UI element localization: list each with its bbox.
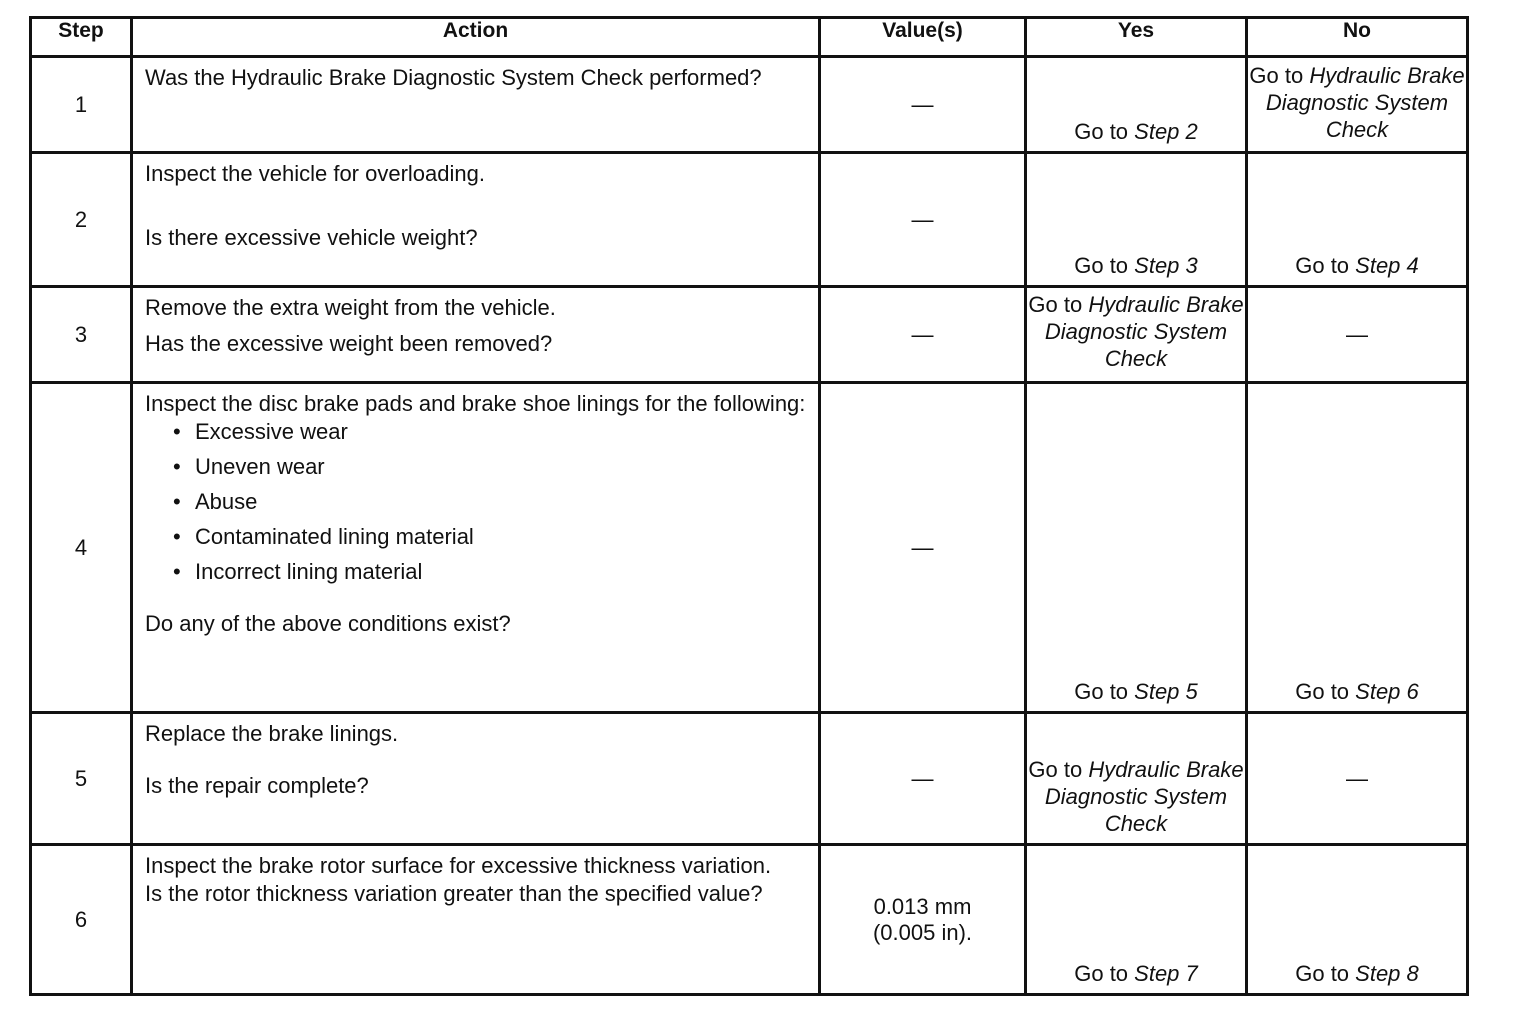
- header-action: Action: [132, 18, 820, 57]
- list-item: • Incorrect lining material: [195, 558, 806, 586]
- no-cell: [1247, 845, 1468, 995]
- value-cell: [820, 845, 1026, 995]
- value-cell: [820, 383, 1026, 713]
- yes-cell: [1026, 287, 1247, 383]
- value-text: —: [911, 534, 934, 560]
- action-cell: [132, 153, 820, 287]
- action-text: Inspect the disc brake pads and brake shoe linings for the following:: [145, 391, 806, 416]
- yes-cell: [1026, 845, 1247, 995]
- step-number: 4: [31, 383, 132, 713]
- value-cell: [820, 57, 1026, 153]
- yes-cell: [1026, 713, 1247, 845]
- goto-prefix: Go to: [1074, 253, 1135, 278]
- no-cell: [1247, 287, 1468, 383]
- goto-target[interactable]: Hydraulic Brake Diagnostic System Check: [1044, 292, 1244, 371]
- action-text: Remove the extra weight from the vehicle.: [145, 295, 556, 320]
- step-number: 6: [31, 845, 132, 995]
- action-cell: [132, 845, 820, 995]
- goto-target[interactable]: Hydraulic Brake Diagnostic System Check: [1265, 63, 1465, 142]
- action-text: Inspect the brake rotor surface for excessive thickness variation.: [145, 853, 772, 878]
- goto-target[interactable]: Hydraulic Brake Diagnostic System Check: [1044, 757, 1244, 836]
- yes-cell: [1026, 57, 1247, 153]
- list-item: • Abuse: [195, 488, 806, 516]
- action-question: Is there excessive vehicle weight?: [145, 225, 478, 250]
- table-row: [31, 287, 1468, 383]
- action-cell: [132, 713, 820, 845]
- value-cell: [820, 713, 1026, 845]
- header-step: Step: [31, 18, 132, 57]
- action-cell: [132, 287, 820, 383]
- list-item: • Contaminated lining material: [195, 523, 806, 551]
- goto-target[interactable]: Step 4: [1355, 253, 1419, 278]
- list-item: • Excessive wear: [195, 418, 806, 446]
- action-question: Has the excessive weight been removed?: [145, 331, 553, 356]
- header-yes: Yes: [1026, 18, 1247, 57]
- yes-cell: [1026, 383, 1247, 713]
- goto-prefix: Go to: [1295, 253, 1356, 278]
- value-metric: 0.013 mm: [873, 893, 972, 919]
- goto-prefix: Go to: [1028, 292, 1089, 317]
- action-question: Is the rotor thickness variation greater than the specified value?: [145, 881, 763, 906]
- condition-list: [145, 418, 806, 586]
- action-text: Inspect the vehicle for overloading.: [145, 161, 485, 186]
- goto-prefix: Go to: [1295, 961, 1356, 986]
- goto-prefix: Go to: [1028, 757, 1089, 782]
- action-question: Is the repair complete?: [145, 773, 369, 798]
- action-cell: [132, 383, 820, 713]
- action-question: Do any of the above conditions exist?: [145, 611, 511, 636]
- step-number: 1: [31, 57, 132, 153]
- goto-target[interactable]: Step 5: [1134, 679, 1198, 704]
- header-values: Value(s): [820, 18, 1026, 57]
- step-number: 3: [31, 287, 132, 383]
- yes-cell: [1026, 153, 1247, 287]
- no-cell: [1247, 57, 1468, 153]
- value-cell: [820, 153, 1026, 287]
- no-cell: [1247, 383, 1468, 713]
- action-text: Was the Hydraulic Brake Diagnostic System Check performed?: [145, 65, 762, 90]
- action-text: Replace the brake linings.: [145, 721, 399, 746]
- no-cell: [1247, 713, 1468, 845]
- action-cell: [132, 57, 820, 153]
- step-number: 5: [31, 713, 132, 845]
- table-row: [31, 153, 1468, 287]
- list-item: • Uneven wear: [195, 453, 806, 481]
- table-row: [31, 383, 1468, 713]
- step-number: 2: [31, 153, 132, 287]
- goto-prefix: Go to: [1074, 679, 1135, 704]
- value-imperial: (0.005 in).: [872, 919, 973, 945]
- value-text: —: [911, 765, 934, 791]
- goto-target[interactable]: Step 3: [1134, 253, 1198, 278]
- goto-target[interactable]: Step 6: [1355, 679, 1419, 704]
- header-no: No: [1247, 18, 1468, 57]
- value-text: —: [911, 91, 934, 117]
- goto-target[interactable]: Step 7: [1134, 961, 1198, 986]
- table-row: [31, 845, 1468, 995]
- value-text: —: [1346, 321, 1368, 347]
- goto-prefix: Go to: [1074, 961, 1135, 986]
- value-text: —: [1346, 765, 1368, 791]
- diagnostic-table: [29, 16, 1469, 996]
- goto-prefix: Go to: [1295, 679, 1356, 704]
- header-row: [31, 18, 1468, 57]
- value-cell: [820, 287, 1026, 383]
- goto-target[interactable]: Step 2: [1134, 119, 1198, 144]
- no-cell: [1247, 153, 1468, 287]
- table-row: [31, 57, 1468, 153]
- goto-prefix: Go to: [1074, 119, 1135, 144]
- goto-target[interactable]: Step 8: [1355, 961, 1419, 986]
- value-text: —: [911, 321, 934, 347]
- goto-prefix: Go to: [1249, 63, 1310, 88]
- table-row: [31, 713, 1468, 845]
- value-text: —: [911, 206, 934, 232]
